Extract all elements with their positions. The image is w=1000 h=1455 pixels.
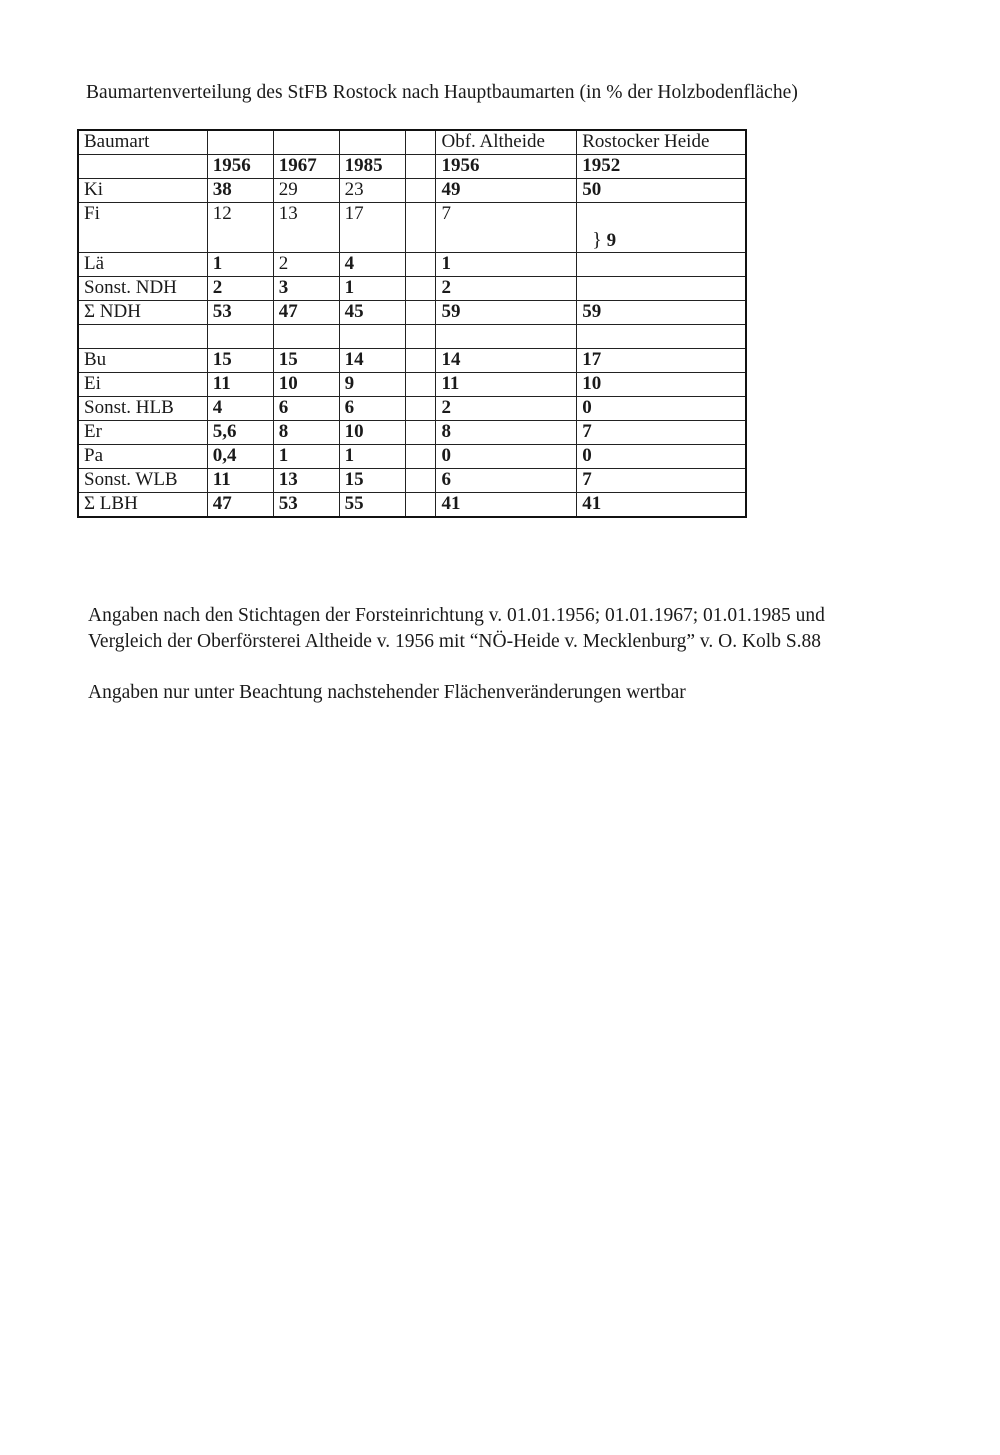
- footnote-sources-line2: Vergleich der Oberförsterei Altheide v. 1956 mit “NÖ-Heide v. Mecklenburg” v. O. Kolb S.88: [88, 631, 822, 652]
- cell-1985: 4: [339, 253, 405, 277]
- year-1985: 1985: [339, 155, 405, 179]
- cell-1967: 29: [273, 179, 339, 203]
- cell-1956: 53: [207, 301, 273, 325]
- row-label: Σ NDH: [78, 301, 207, 325]
- cell-rh: [577, 203, 746, 253]
- table-row: [78, 397, 746, 421]
- cell-1967: 8: [273, 421, 339, 445]
- cell-1967: 10: [273, 373, 339, 397]
- cell-obf: 14: [436, 349, 577, 373]
- cell-rh: 41: [577, 493, 746, 518]
- cell-rh-value: 9: [606, 230, 617, 251]
- cell-1985: 14: [339, 349, 405, 373]
- cell-obf: 1: [436, 253, 577, 277]
- year-obf: 1956: [436, 155, 577, 179]
- cell-rh: 7: [577, 421, 746, 445]
- cell-1956: 47: [207, 493, 273, 518]
- table-spacer-row: [78, 325, 746, 349]
- cell-1956: 4: [207, 397, 273, 421]
- cell-rh: 17: [577, 349, 746, 373]
- cell-1956: 0,4: [207, 445, 273, 469]
- table-header-row: [78, 130, 746, 155]
- cell-1967: 6: [273, 397, 339, 421]
- table-row: [78, 469, 746, 493]
- row-label: Sonst. NDH: [78, 277, 207, 301]
- cell-obf: 7: [436, 203, 577, 253]
- cell-1967: 13: [273, 203, 339, 253]
- table-row: [78, 493, 746, 518]
- table-row: [78, 445, 746, 469]
- cell-obf: 0: [436, 445, 577, 469]
- table-row: [78, 277, 746, 301]
- cell-1985: 55: [339, 493, 405, 518]
- cell-1956: 15: [207, 349, 273, 373]
- cell-1985: 9: [339, 373, 405, 397]
- cell-1985: 1: [339, 277, 405, 301]
- table-row: [78, 349, 746, 373]
- cell-1967: 3: [273, 277, 339, 301]
- row-label: Σ LBH: [78, 493, 207, 518]
- page-title: Baumartenverteilung des StFB Rostock nach Hauptbaumarten (in % der Holzbodenfläche): [86, 82, 798, 103]
- row-label: Ki: [78, 179, 207, 203]
- cell-obf: 41: [436, 493, 577, 518]
- cell-obf: 6: [436, 469, 577, 493]
- header-baumart: Baumart: [78, 130, 207, 155]
- header-obf-altheide: Obf. Altheide: [436, 130, 577, 155]
- cell-1985: 6: [339, 397, 405, 421]
- cell-rh: 10: [577, 373, 746, 397]
- cell-rh: 59: [577, 301, 746, 325]
- year-rh: 1952: [577, 155, 746, 179]
- table-row: [78, 373, 746, 397]
- table-row: [78, 203, 746, 253]
- cell-obf: 59: [436, 301, 577, 325]
- footnote-sources-line1: Angaben nach den Stichtagen der Forsteinrichtung v. 01.01.1956; 01.01.1967; 01.01.1985 und: [88, 605, 825, 626]
- cell-1985: 1: [339, 445, 405, 469]
- table-year-row: [78, 155, 746, 179]
- cell-1967: 53: [273, 493, 339, 518]
- year-1956: 1956: [207, 155, 273, 179]
- cell-1967: 15: [273, 349, 339, 373]
- cell-rh: [577, 253, 746, 277]
- brace-mark: }: [592, 229, 602, 251]
- row-label: Sonst. WLB: [78, 469, 207, 493]
- cell-1956: 2: [207, 277, 273, 301]
- row-label: Sonst. HLB: [78, 397, 207, 421]
- cell-1967: 1: [273, 445, 339, 469]
- year-1967: 1967: [273, 155, 339, 179]
- cell-obf: 11: [436, 373, 577, 397]
- cell-obf: 8: [436, 421, 577, 445]
- row-label: Fi: [78, 203, 207, 253]
- row-label: Pa: [78, 445, 207, 469]
- cell-rh: 0: [577, 445, 746, 469]
- cell-1967: 2: [273, 253, 339, 277]
- row-label: Er: [78, 421, 207, 445]
- cell-1985: 23: [339, 179, 405, 203]
- row-label: Bu: [78, 349, 207, 373]
- cell-rh: 50: [577, 179, 746, 203]
- cell-rh: 7: [577, 469, 746, 493]
- cell-1956: 1: [207, 253, 273, 277]
- cell-1956: 38: [207, 179, 273, 203]
- header-rostocker-heide: Rostocker Heide: [577, 130, 746, 155]
- cell-rh: [577, 277, 746, 301]
- cell-1985: 10: [339, 421, 405, 445]
- cell-1956: 5,6: [207, 421, 273, 445]
- row-label: Lä: [78, 253, 207, 277]
- cell-obf: 49: [436, 179, 577, 203]
- cell-obf: 2: [436, 397, 577, 421]
- species-distribution-table: [77, 129, 747, 518]
- table-row: [78, 253, 746, 277]
- cell-1985: 45: [339, 301, 405, 325]
- footnote-caveat: Angaben nur unter Beachtung nachstehender Flächenveränderungen wertbar: [88, 682, 686, 703]
- cell-obf: 2: [436, 277, 577, 301]
- table-row: [78, 421, 746, 445]
- cell-1967: 47: [273, 301, 339, 325]
- cell-1985: 17: [339, 203, 405, 253]
- cell-rh: 0: [577, 397, 746, 421]
- cell-1956: 11: [207, 373, 273, 397]
- table-row: [78, 179, 746, 203]
- table-row: [78, 301, 746, 325]
- row-label: Ei: [78, 373, 207, 397]
- cell-1956: 11: [207, 469, 273, 493]
- cell-1985: 15: [339, 469, 405, 493]
- cell-1967: 13: [273, 469, 339, 493]
- cell-1956: 12: [207, 203, 273, 253]
